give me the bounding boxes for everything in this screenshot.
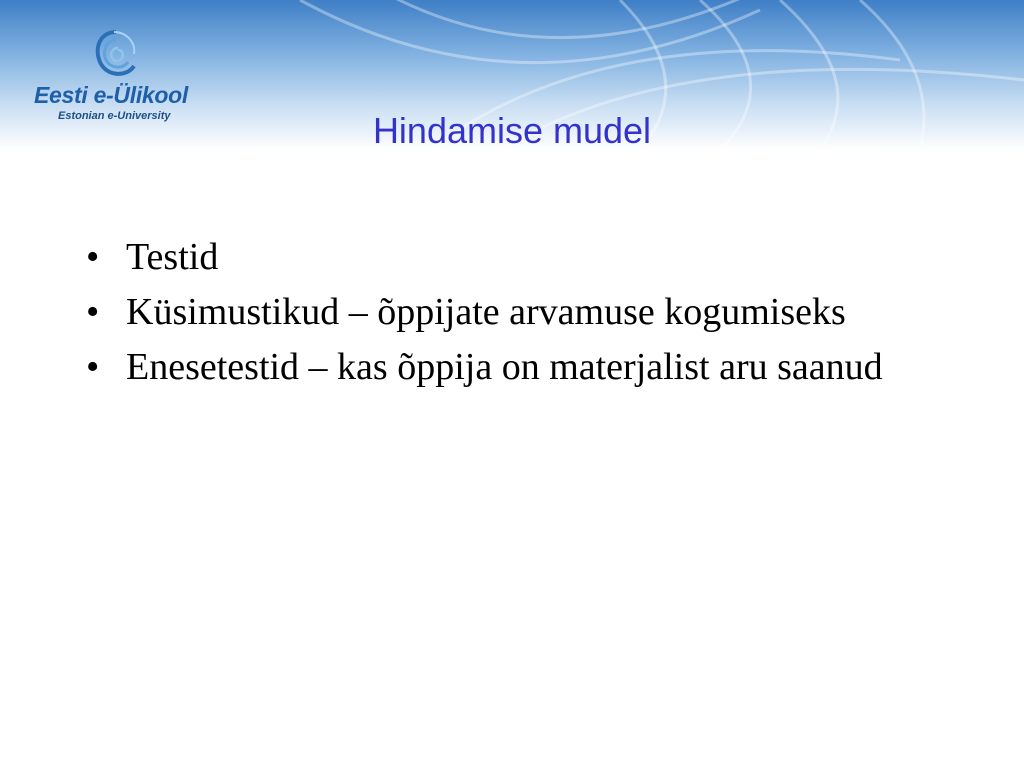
slide-title: Hindamise mudel [372, 110, 652, 151]
bullet-icon: • [86, 236, 100, 278]
list-item [86, 287, 946, 337]
list-item [86, 342, 946, 392]
logo-name: Eesti e-Ülikool [34, 82, 188, 108]
bullet-text: Testid [126, 236, 219, 278]
logo-subtitle: Estonian e-University [58, 110, 171, 122]
bullet-text: Enesetestid – kas õppija on materjalist aru saanud [126, 346, 883, 388]
bullet-list [86, 232, 946, 397]
bullet-icon: • [86, 346, 100, 388]
list-item [86, 232, 946, 282]
bullet-text: Küsimustikud – õppijate arvamuse kogumiseks [126, 291, 846, 333]
bullet-icon: • [86, 291, 100, 333]
logo-swirl-icon [90, 28, 142, 82]
